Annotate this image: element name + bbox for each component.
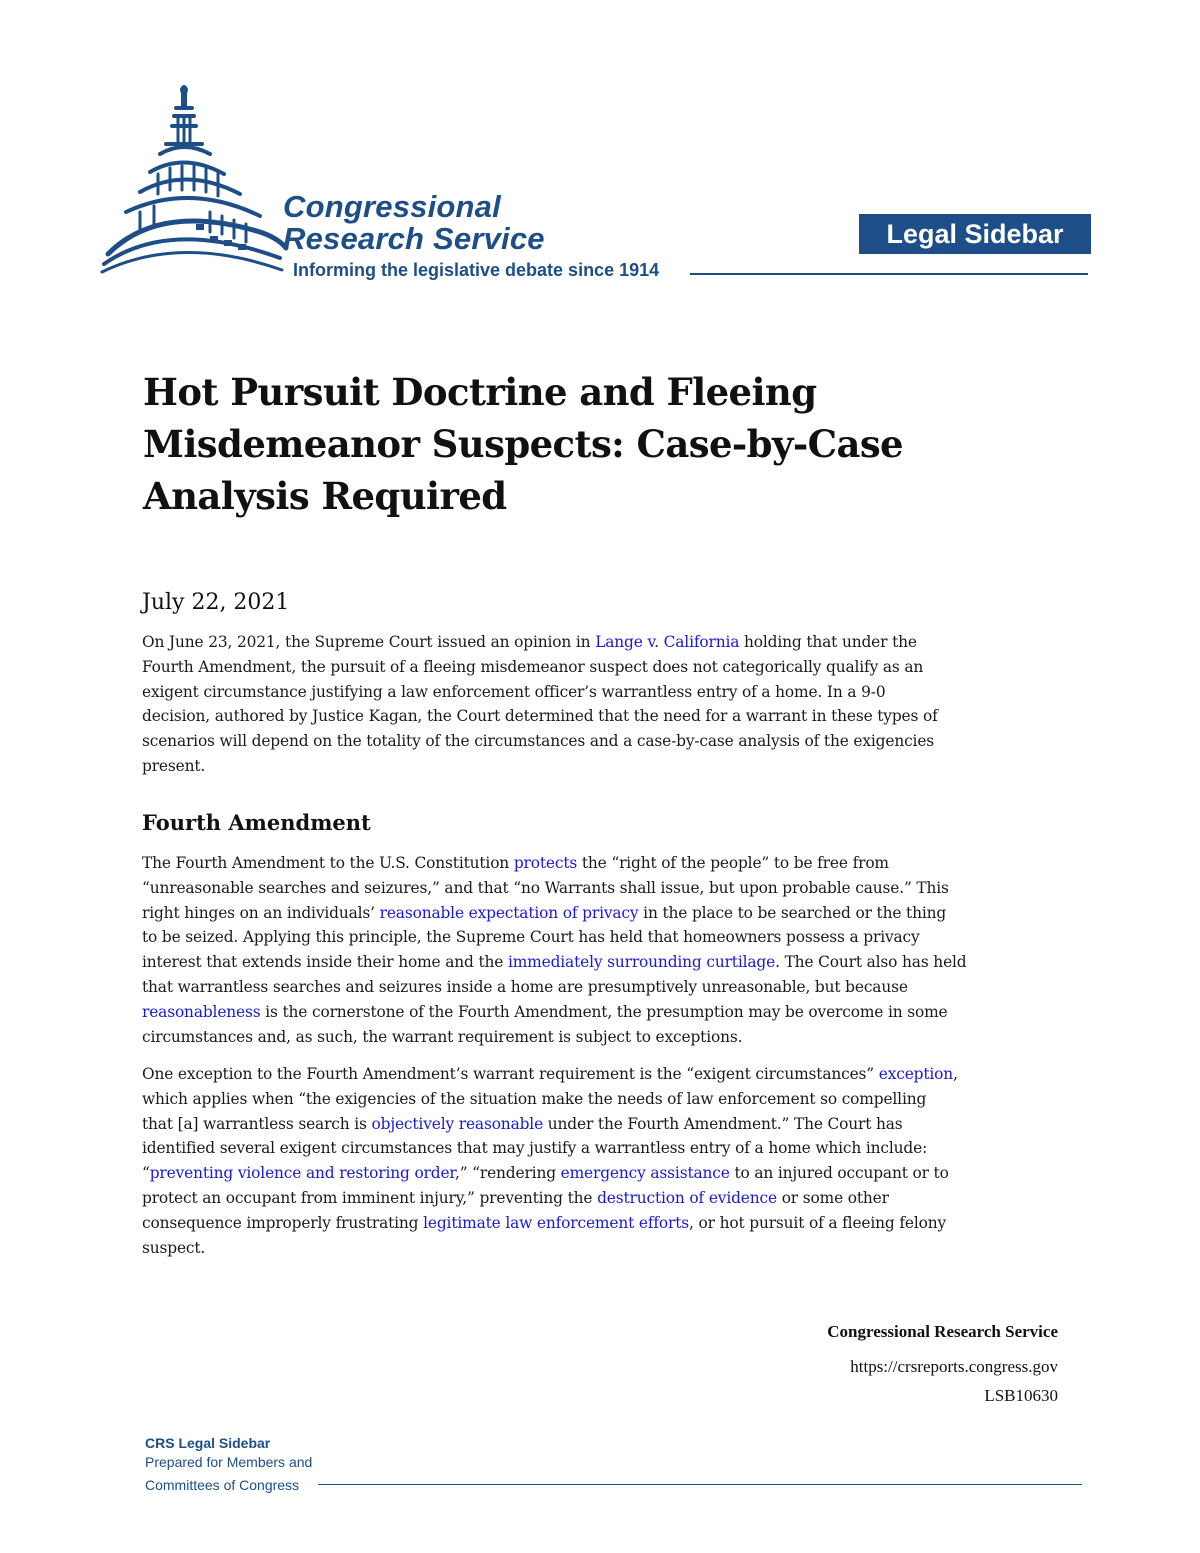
intro-paragraph [142, 630, 1062, 779]
paragraph-line [142, 1236, 1062, 1261]
inline-link[interactable]: reasonableness [142, 1002, 261, 1021]
paragraph-line [142, 630, 1062, 655]
text-run: Fourth Amendment, the pursuit of a fleeing misdemeanor suspect does not categorically qualify as an [142, 657, 924, 676]
fourth-amendment-paragraph [142, 851, 1062, 1049]
paragraph-line [142, 1161, 1062, 1186]
document-title [143, 366, 1003, 522]
title-line: Misdemeanor Suspects: Case-by-Case [143, 422, 903, 466]
title-line: Analysis Required [143, 474, 507, 518]
text-run: decision, authored by Justice Kagan, the Court determined that the need for a warrant in these types of [142, 707, 938, 726]
paragraph-line [142, 655, 1062, 680]
text-run: consequence improperly frustrating [142, 1213, 424, 1232]
inline-link[interactable]: emergency assistance [560, 1164, 730, 1183]
inline-link[interactable]: legitimate law enforcement efforts [423, 1213, 690, 1232]
inline-link[interactable]: destruction of evidence [597, 1188, 777, 1207]
text-run: , [953, 1065, 958, 1083]
text-run: the “right of the people” to be free from [577, 854, 889, 872]
text-run: , or hot pursuit of a fleeing felony [689, 1213, 947, 1232]
paragraph-line [142, 729, 1062, 754]
text-run: or some other [776, 1188, 889, 1207]
text-run: exigent circumstance justifying a law enforcement officer’s warrantless entry of a home. In a 9-0 [142, 682, 886, 701]
paragraph-line [142, 851, 1062, 876]
inline-link[interactable]: preventing violence and restoring order [149, 1164, 455, 1183]
paragraph-line [142, 975, 1062, 1000]
prepared-for-line: Prepared for Members and [145, 1454, 313, 1470]
paragraph-line [142, 680, 1062, 705]
text-run: scenarios will depend on the totality of the circumstances and a case-by-case analysis of the exigencies [142, 732, 935, 751]
text-run: that warrantless searches and seizures inside a home are presumptively unreasonable, but because [142, 977, 908, 996]
inline-link[interactable]: reasonable expectation of privacy [379, 903, 639, 922]
inline-link[interactable]: Lange v. California [595, 633, 740, 651]
paragraph-line [142, 876, 1062, 901]
crs-legal-sidebar-label: CRS Legal Sidebar [145, 1435, 271, 1451]
paragraph-line [142, 1025, 1062, 1050]
inline-link[interactable]: immediately surrounding curtilage [507, 953, 776, 972]
text-run: right hinges on an individuals’ [142, 903, 380, 922]
report-id: LSB10630 [984, 1386, 1058, 1405]
inline-link[interactable]: protects [513, 854, 578, 872]
org-name-line2: Research Service [283, 221, 545, 256]
text-run: On June 23, 2021, the Supreme Court issued an opinion in [142, 633, 596, 651]
paragraph-line [142, 704, 1062, 729]
paragraph-line [142, 901, 1062, 926]
text-run: ,” “rendering [454, 1164, 561, 1183]
paragraph-line [142, 925, 1062, 950]
paragraph-line [142, 1112, 1062, 1137]
inline-link[interactable]: exception [878, 1065, 954, 1083]
inline-link[interactable]: objectively reasonable [371, 1114, 544, 1133]
paragraph-line [142, 1136, 1062, 1161]
text-run: The Fourth Amendment to the U.S. Constitution [142, 854, 514, 872]
paragraph-line [142, 1211, 1062, 1236]
text-run: identified several exigent circumstances that may justify a warrantless entry of a home which include: [142, 1139, 928, 1158]
org-name-line1: Congressional [283, 189, 501, 224]
text-run: “ [142, 1164, 150, 1183]
text-run: interest that extends inside their home and the [142, 953, 508, 972]
text-run: One exception to the Fourth Amendment’s warrant requirement is the “exigent circumstances” [142, 1065, 879, 1083]
footer-url-link[interactable]: https://crsreports.congress.gov [850, 1357, 1058, 1376]
section-heading: Fourth Amendment [142, 810, 371, 835]
exigent-circumstances-paragraph [142, 1062, 1062, 1260]
text-run: which applies when “the exigencies of the situation make the needs of law enforcement so compelling [142, 1089, 927, 1108]
committees-line: Committees of Congress [145, 1477, 300, 1493]
footer-rule [318, 1484, 1082, 1485]
text-run: circumstances and, as such, the warrant requirement is subject to exceptions. [142, 1027, 743, 1046]
title-line: Hot Pursuit Doctrine and Fleeing [143, 370, 817, 414]
text-run: protect an occupant from imminent injury,” preventing the [142, 1188, 598, 1207]
text-run: suspect. [142, 1238, 206, 1257]
footer-org: Congressional Research Service [827, 1322, 1058, 1341]
tagline-rule [690, 273, 1088, 275]
legal-sidebar-badge: Legal Sidebar [859, 214, 1091, 254]
org-tagline: Informing the legislative debate since 1914 [293, 260, 660, 280]
text-run: . The Court also has held [775, 953, 967, 972]
text-run: under the Fourth Amendment.” The Court has [543, 1114, 903, 1133]
paragraph-line [142, 950, 1062, 975]
text-run: holding that under the [739, 633, 917, 651]
capitol-dome-logo-icon [100, 82, 290, 282]
text-run: that [a] warrantless search is [142, 1114, 372, 1133]
paragraph-line [142, 1186, 1062, 1211]
publication-date: July 22, 2021 [142, 590, 290, 615]
text-run: to an injured occupant or to [729, 1164, 949, 1183]
text-run: to be seized. Applying this principle, the Supreme Court has held that homeowners possess a privacy [142, 928, 920, 947]
text-run: “unreasonable searches and seizures,” and that “no Warrants shall issue, but upon probable cause.” This [142, 878, 949, 897]
text-run: present. [142, 756, 206, 775]
paragraph-line [142, 754, 1062, 779]
text-run: in the place to be searched or the thing [638, 903, 947, 922]
paragraph-line [142, 1087, 1062, 1112]
paragraph-line [142, 1062, 1062, 1087]
text-run: is the cornerstone of the Fourth Amendment, the presumption may be overcome in some [260, 1002, 948, 1021]
paragraph-line [142, 1000, 1062, 1025]
